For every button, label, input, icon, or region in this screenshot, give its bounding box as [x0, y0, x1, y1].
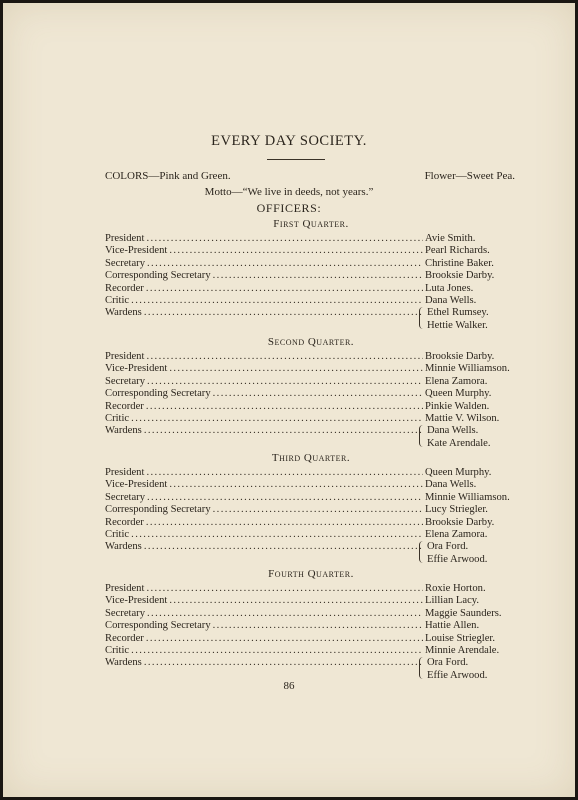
- office-role: Critic: [105, 528, 130, 540]
- dot-leader: [147, 608, 423, 620]
- office-row: [105, 645, 517, 657]
- office-role: President: [105, 467, 145, 478]
- office-row: [105, 517, 517, 529]
- office-holder-name: Dana Wells.: [425, 479, 477, 491]
- office-holder-name: Ora Ford.: [427, 541, 469, 553]
- office-holder-name: Lucy Striegler.: [425, 504, 488, 516]
- office-holder-name: Brooksie Darby.: [425, 516, 495, 528]
- dot-leader: [146, 351, 423, 363]
- dot-leader: [131, 295, 423, 307]
- office-holder-name: Pinkie Walden.: [425, 400, 490, 412]
- office-holder-name: Hattie Allen.: [425, 620, 480, 632]
- office-holder-name: Ora Ford.: [427, 657, 469, 669]
- office-holder-name: Queen Murphy.: [425, 467, 492, 478]
- office-holder-name: Dana Wells.: [427, 425, 479, 437]
- dot-leader: [144, 657, 423, 669]
- quarter-heading: Third Quarter.: [271, 452, 351, 464]
- brace-mark: [419, 425, 424, 447]
- office-row: [105, 529, 517, 541]
- office-role: Corresponding Secretary: [105, 270, 211, 282]
- officers-heading: OFFICERS:: [256, 201, 322, 215]
- page-number: 86: [283, 680, 295, 692]
- office-row: [105, 620, 517, 632]
- office-holders: [423, 307, 517, 332]
- office-holder-name: Dana Wells.: [425, 294, 477, 306]
- office-role: Recorder: [105, 282, 144, 294]
- dot-leader: [169, 245, 423, 257]
- office-holder-name: Brooksie Darby.: [425, 351, 495, 362]
- brace-mark: [419, 541, 424, 563]
- office-holder-name: Elena Zamora.: [425, 528, 488, 540]
- motto-line: Motto—“We live in deeds, not years.”: [204, 186, 374, 198]
- office-row: [105, 376, 517, 388]
- office-holder-name: Lillian Lacy.: [425, 595, 480, 607]
- office-row: [105, 504, 517, 516]
- quarter-section: [105, 335, 517, 450]
- dot-leader: [147, 258, 423, 270]
- flower-line: Flower—Sweet Pea.: [424, 170, 515, 182]
- office-role: Wardens: [105, 541, 142, 553]
- office-holder-name: Hettie Walker.: [427, 319, 488, 331]
- quarter-section: [105, 451, 517, 566]
- office-role: Corresponding Secretary: [105, 388, 211, 400]
- book-page: [3, 3, 575, 797]
- office-row: [105, 245, 517, 257]
- office-role: President: [105, 351, 145, 362]
- dot-leader: [213, 388, 423, 400]
- office-row: [105, 388, 517, 400]
- office-role: Vice-President: [105, 595, 168, 607]
- office-holder-name: Avie Smith.: [425, 233, 476, 244]
- office-holder-name: Effie Arwood.: [427, 669, 488, 681]
- office-row: [105, 307, 517, 332]
- office-role: Recorder: [105, 516, 144, 528]
- office-row: [105, 541, 517, 566]
- office-role: Critic: [105, 294, 130, 306]
- office-role: President: [105, 583, 145, 594]
- office-row: [105, 283, 517, 295]
- office-row: [105, 608, 517, 620]
- dot-leader: [146, 283, 423, 295]
- office-row: [105, 492, 517, 504]
- office-role: Secretary: [105, 491, 145, 503]
- dot-leader: [131, 529, 423, 541]
- office-role: Recorder: [105, 632, 144, 644]
- title-rule: [267, 159, 325, 160]
- office-holder-name: Louise Striegler.: [425, 632, 496, 644]
- office-holder-name: Christine Baker.: [425, 257, 494, 269]
- office-row: [105, 258, 517, 270]
- dot-leader: [144, 541, 423, 553]
- dot-leader: [146, 401, 423, 413]
- office-role: Wardens: [105, 425, 142, 437]
- dot-leader: [144, 307, 423, 319]
- page-title: EVERY DAY SOCIETY.: [211, 133, 367, 149]
- office-holder-name: Luta Jones.: [425, 282, 474, 294]
- office-holders: [423, 541, 517, 566]
- office-holder-name: Kate Arendale.: [427, 437, 491, 449]
- office-role: Recorder: [105, 400, 144, 412]
- office-holder-name: Minnie Williamson.: [425, 491, 510, 503]
- office-row: [105, 633, 517, 645]
- office-role: Critic: [105, 644, 130, 656]
- office-role: Corresponding Secretary: [105, 620, 211, 632]
- office-holder-name: Maggie Saunders.: [425, 607, 502, 619]
- office-role: Secretary: [105, 375, 145, 387]
- office-role: Secretary: [105, 257, 145, 269]
- office-row: [105, 479, 517, 491]
- office-row: [105, 467, 517, 479]
- office-row: [105, 413, 517, 425]
- office-role: Vice-President: [105, 245, 168, 257]
- office-role: Secretary: [105, 607, 145, 619]
- office-row: [105, 583, 517, 595]
- quarter-heading: Fourth Quarter.: [268, 568, 354, 580]
- dot-leader: [144, 425, 423, 437]
- colors-line: COLORS—Pink and Green.: [105, 170, 231, 182]
- dot-leader: [213, 504, 423, 516]
- office-holder-name: Roxie Horton.: [425, 583, 486, 594]
- office-role: Corresponding Secretary: [105, 504, 211, 516]
- office-holder-name: Mattie V. Wilson.: [425, 412, 500, 424]
- dot-leader: [146, 583, 423, 595]
- brace-mark: [419, 657, 424, 679]
- office-row: [105, 270, 517, 282]
- office-holder-name: Minnie Arendale.: [425, 644, 500, 656]
- office-row: [105, 657, 517, 682]
- dot-leader: [146, 467, 423, 479]
- dot-leader: [213, 620, 423, 632]
- office-role: Vice-President: [105, 363, 168, 375]
- dot-leader: [169, 363, 423, 375]
- office-holders: [423, 425, 517, 450]
- quarter-section: [105, 567, 517, 682]
- dot-leader: [146, 233, 423, 245]
- office-role: Vice-President: [105, 479, 168, 491]
- office-row: [105, 425, 517, 450]
- office-holder-name: Brooksie Darby.: [425, 270, 495, 282]
- office-row: [105, 351, 517, 363]
- office-holder-name: Minnie Williamson.: [425, 363, 510, 375]
- office-role: Wardens: [105, 657, 142, 669]
- office-holder-name: Ethel Rumsey.: [427, 307, 489, 319]
- dot-leader: [131, 645, 423, 657]
- office-row: [105, 401, 517, 413]
- brace-mark: [419, 307, 424, 329]
- office-holder-name: Pearl Richards.: [425, 245, 490, 257]
- office-holder-name: Elena Zamora.: [425, 375, 488, 387]
- dot-leader: [147, 492, 423, 504]
- office-row: [105, 295, 517, 307]
- office-holder-name: Effie Arwood.: [427, 553, 488, 565]
- office-holder-name: Queen Murphy.: [425, 388, 492, 400]
- quarter-heading: First Quarter.: [273, 218, 349, 230]
- office-role: Wardens: [105, 307, 142, 319]
- dot-leader: [146, 633, 423, 645]
- dot-leader: [146, 517, 423, 529]
- quarter-section: [105, 217, 517, 332]
- office-role: Critic: [105, 412, 130, 424]
- office-row: [105, 233, 517, 245]
- office-row: [105, 363, 517, 375]
- dot-leader: [213, 270, 423, 282]
- dot-leader: [169, 479, 423, 491]
- office-role: President: [105, 233, 145, 244]
- dot-leader: [131, 413, 423, 425]
- dot-leader: [147, 376, 423, 388]
- quarter-heading: Second Quarter.: [267, 336, 355, 348]
- office-row: [105, 595, 517, 607]
- dot-leader: [169, 595, 423, 607]
- office-holders: [423, 657, 517, 682]
